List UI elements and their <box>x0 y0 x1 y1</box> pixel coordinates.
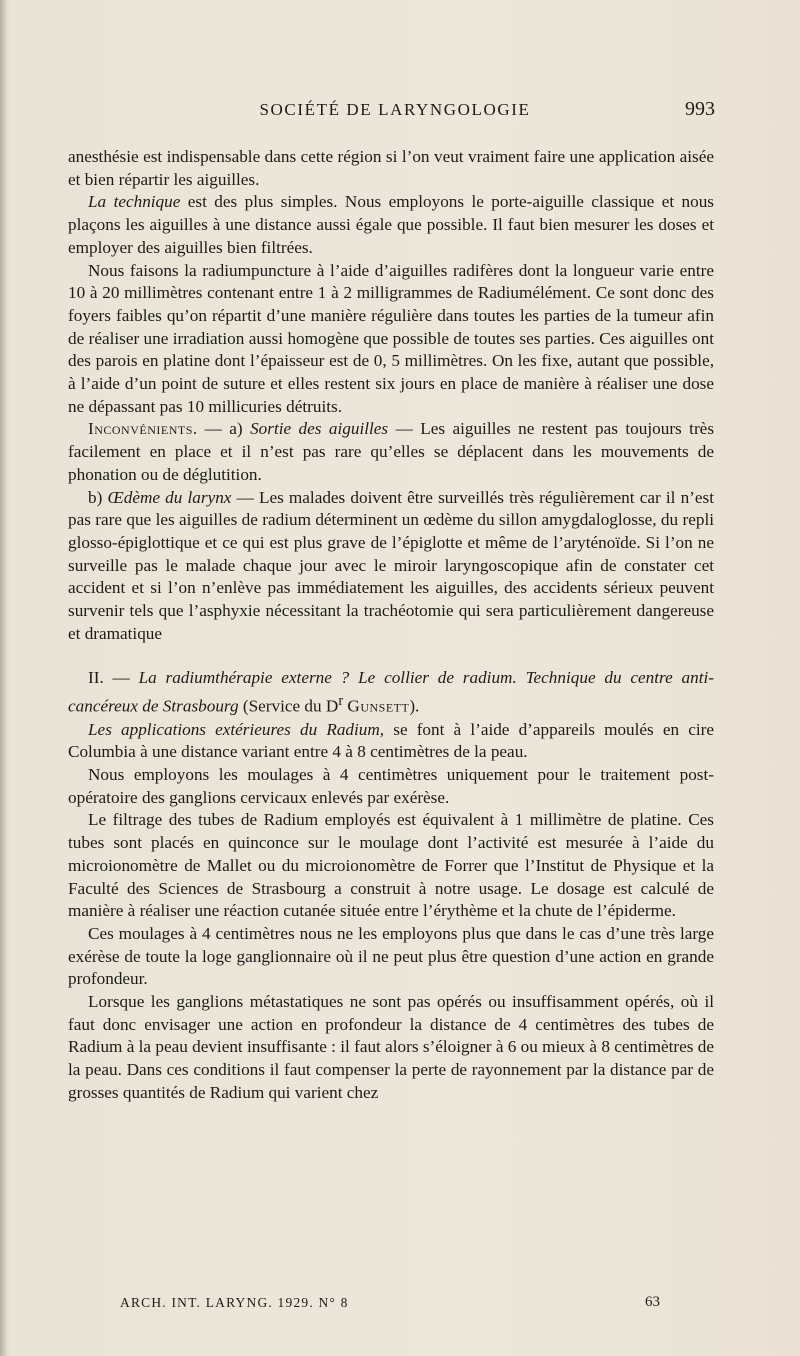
paragraph <box>68 260 714 419</box>
italic-lead: Les applications extérieures du Radium, <box>88 719 385 739</box>
paragraph-text: Lorsque les ganglions métastatiques ne sont pas opérés ou insuffisamment opérés, où il faut donc envisager une action en profondeur la distance de 4 centimètres des tubes de Radium à la peau devient insuffisante : il faut alors s’éloigner à 6 ou mieux à 8 centimètres de la peau. Dans ces conditions il faut compenser la perte de rayonnement par la distance par de grosses quantités de Radium qui varient chez <box>68 992 714 1102</box>
section-number: II. — <box>88 668 139 688</box>
paragraph <box>68 923 714 991</box>
paragraph-text: (Service du D <box>238 696 339 716</box>
paragraph <box>68 146 714 191</box>
paragraph-text: Nous faisons la radiumpuncture à l’aide d’aiguilles radifères dont la longueur varie entre 10 à 20 millimètres contenant entre 1 à 2 milligrammes de Radiumélément. Ce sont donc des foyers faibles qu’on répartit d’une manière régulière dans toutes les parties de la tumeur afin de réaliser une irradiation aussi homogène que possible de toutes ses parties. Ces aiguilles ont des parois en platine dont l’épaisseur est de 0, 5 millimètres. On les fixe, autant que possible, à l’aide d’un point de suture et elles restent six jours en place de manière à réaliser une dose ne dépassant pas 10 millicuries détruits. <box>68 260 714 416</box>
section-heading-paragraph <box>68 667 714 718</box>
journal-citation: ARCH. INT. LARYNG. 1929. N° 8 <box>120 1295 349 1310</box>
signature-number: 63 <box>645 1294 660 1310</box>
page-spine-shadow <box>0 0 6 1356</box>
paragraph <box>68 719 714 764</box>
page-number: 993 <box>685 98 715 120</box>
paragraph-text: Nous employons les moulages à 4 centimètres uniquement pour le traitement post-opératoire des ganglions cervicaux enlevés par exérèse. <box>68 765 714 807</box>
paragraph <box>68 809 714 923</box>
paragraph-text: Le filtrage des tubes de Radium employés est équivalent à 1 millimètre de platine. Ces tubes sont placés en quinconce sur le moulage dont l’activité est mesurée à l’aide du microionomètre de Mallet ou du microionomètre de Forrer que l’Institut de Physique et la Faculté des Sciences de Strasbourg a construit à notre usage. Le dosage est calculé de manière à réaliser une réaction cutanée située entre l’érythème et la chute de l’épiderme. <box>68 810 714 921</box>
paragraph-text: anesthésie est indispensable dans cette région si l’on veut vraiment faire une application aisée et bien répartir les aiguilles. <box>68 147 714 189</box>
paragraph <box>68 418 714 486</box>
paragraph-text: Ces moulages à 4 centimètres nous ne les employons plus que dans le cas d’une très large exérèse de toute la loge ganglionnaire où il ne peut plus être question d’une action en grande profondeur. <box>68 923 714 989</box>
paragraph <box>68 991 714 1105</box>
paragraph-text: — Les malades doivent être surveillés très régulièrement car il n’est pas rare que les aiguilles de radium déterminent un œdème du sillon amygdaloglosse, du repli glosso-épiglottique et ce qui est plus grave de l’épiglotte et même de l’aryténoïde. Si l’on ne surveille pas le malade chaque jour avec le miroir laryngoscopique afin de constater cet accident et si l’on n’enlève pas immédiatement les aiguilles, des accidents sérieux peuvent survenir tels que l’asphyxie nécessitant la trachéotomie qui sera particulièrement dangereuse et dramatique <box>68 487 714 643</box>
page-footer <box>120 1295 660 1317</box>
paragraph-text: ). <box>409 696 420 716</box>
paragraph-text: se font à l’aide d’appareils moulés en cire Columbia à une distance variant entre 4 à 8 centimètres de la peau. <box>68 719 714 762</box>
paragraph-text: b) <box>88 487 108 507</box>
running-title: SOCIÉTÉ DE LARYNGOLOGIE <box>259 100 531 119</box>
paragraph-text: . — a) <box>192 419 251 439</box>
paragraph <box>68 764 714 809</box>
paragraph <box>68 191 714 259</box>
paragraph <box>68 487 714 646</box>
section-title: La radiumthérapie externe ? Le collier de radium. Technique du centre anti-cancéreux de Strasbourg <box>68 668 714 716</box>
body-text <box>68 146 714 1105</box>
superscript: r <box>338 693 344 710</box>
italic-subhead: Œdème du larynx <box>107 487 232 507</box>
section-label: Inconvénients <box>88 419 193 439</box>
running-header <box>75 100 715 124</box>
paragraph-text: est des plus simples. Nous employons le porte-aiguille classique et nous plaçons les aiguilles à une distance aussi égale que possible. Il faut bien mesurer les doses et employer des aiguilles bien filtrées. <box>68 192 714 257</box>
italic-subhead: Sortie des aiguilles <box>250 419 389 439</box>
paragraph-text: — Les aiguilles ne restent pas toujours très facilement en place et il n’est pas rare qu’elles se déplacent dans les mouvements de phonation ou de déglutition. <box>68 419 715 484</box>
author-name: Gunsett <box>347 696 410 716</box>
italic-lead: La technique <box>88 192 181 212</box>
